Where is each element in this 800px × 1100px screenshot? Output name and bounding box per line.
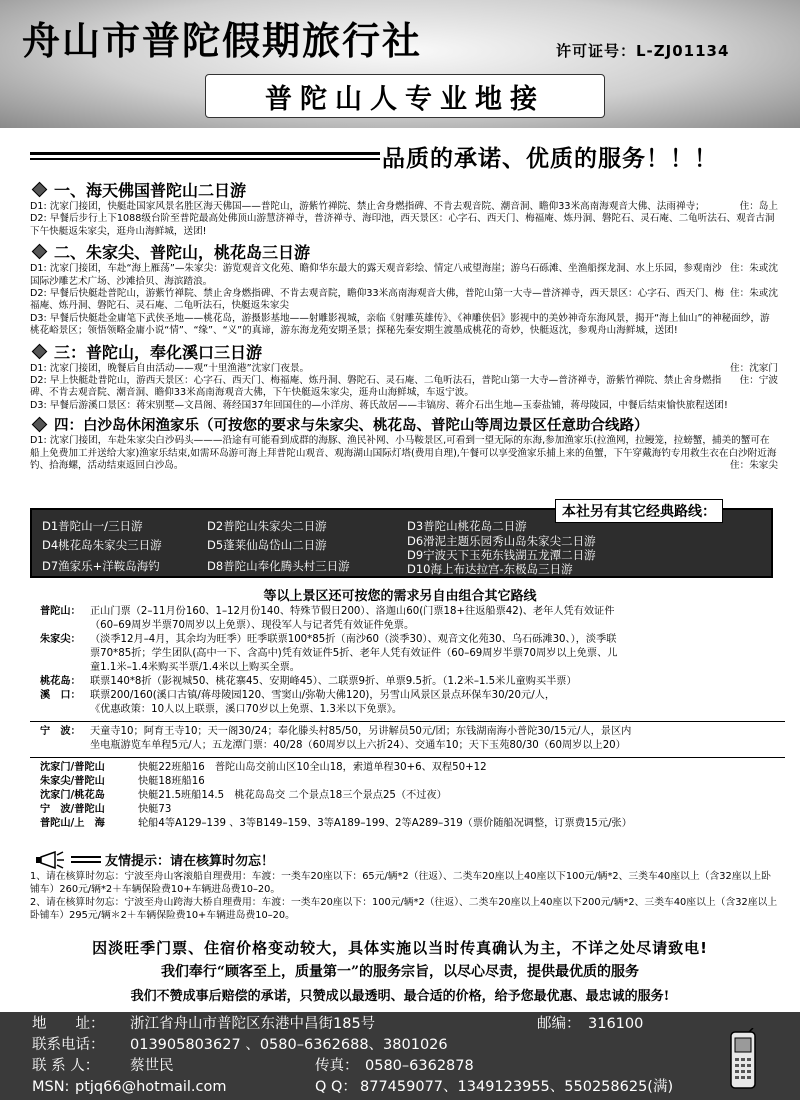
price-line: 坐电瓶游览车单程5元/人；五龙潭门票：40/28（60周岁以上六折24）、交通车10；天下玉苑80/30（60周岁以上20） [90, 740, 626, 751]
price-line: （60–69周岁半票70周岁以上免票）、现役军人与记者凭有效证件免票。 [90, 620, 415, 631]
route-day-text: D3: 早餐后游溪口景区：蒋宋别墅—文昌阁、蒋经国37年回国住的—小洋房、蒋氏故居——丰镐房、蒋介石出生地—玉泰盐铺，蒋母陵园，中餐后结束愉快旅程送团! [30, 399, 728, 411]
contact-footer [0, 1012, 800, 1100]
route-day-text: D1: 沈家门接团，快艇赴国家风景名胜区海天佛国——普陀山，游紫竹禅院、禁止舍身燃指碑、不肯去观音院、潮音洞、瞻仰33米高南海观音大佛、法雨禅寺； [30, 201, 705, 212]
transport-row [40, 803, 780, 817]
notice-line: 因淡旺季门票、住宿价格变动较大，具体实施以当时传真确认为主，不详之处尽请致电! [92, 939, 708, 957]
divider [30, 721, 785, 722]
classic-route-item: D4桃花岛朱家尖三日游 [42, 538, 162, 552]
route-day [30, 263, 778, 288]
tip-item: 2、请在核算时勿忘：宁波至舟山跨海大桥自理费用：车渡：一类车20座以下：100元/辆*2（往返）、二类车20座以上40座以下200元/辆*2、三类车40座以上（含32座以上卧铺车）295元/辆＊2＋车辆保险费10+车辆进岛费10–20。 [30, 897, 778, 921]
classic-route-item: D3普陀山桃花岛二日游 [407, 519, 527, 533]
fax-label: 传真： [315, 1058, 359, 1074]
price-text [90, 605, 614, 633]
classic-route-item: D7渔家乐+洋鞍岛海钓 [42, 559, 160, 573]
classic-route-item: D8普陀山奉化腾头村三日游 [207, 559, 350, 573]
notice-line: 我们奉行“顾客至上，质量第一”的服务宗旨，以尽心尽责，提供最优质的服务 [160, 964, 640, 980]
transport-label: 普陀山/上 海 [40, 818, 105, 829]
route-day-text: D1: 沈家门接团，晚餐后自由活动——观“十里渔港”沈家门夜景。 [30, 362, 310, 374]
license-number: 许可证号：L-ZJ01134 [556, 42, 730, 60]
promise-divider [30, 152, 380, 160]
price-row [40, 689, 780, 717]
price-line: 联票200/160(溪口古镇/蒋母陵园120、雪窦山/弥勒大佛120)，另雪山风景区景点环保车30/20元/人， [90, 690, 556, 701]
price-line: 《优惠政策：10人以上联票，溪口70岁以上免票、1.3米以下免票》。 [90, 704, 403, 715]
transport-label: 朱家尖/普陀山 [40, 776, 105, 787]
route-day-text: D1: 沈家门接团，车赴“海上雁荡”—朱家尖：游览观音文化苑、瞻仰华东最大的露天观音彩绘、情定八戒望海崖；游乌石砾滩、坐渔船探龙洞、水上乐园，参观南沙国际沙雕艺术广场、沙滩拾贝、海滨踏浪。 [30, 263, 722, 287]
price-line: 联票140*8折（影视城50、桃花寨45、安期峰45）、二联票9折、单票9.5折。（1.2米–1.5米儿童购买半票） [90, 676, 577, 687]
transport-text: 快艇21.5班船14.5 桃花岛岛交 二个景点18三个景点25（不过夜） [138, 790, 447, 801]
route-day-text: D2: 早餐后快艇赴普陀山，游紫竹禅院、禁止舍身燃指碑、不肯去观音院，瞻仰33米高南海观音大佛，普陀山第一大寺—普济禅寺，西天景区：心字石、西天门、梅福庵、炼丹洞、磐陀石、灵石庵、二龟听法石，快艇返朱家尖 [30, 288, 724, 312]
price-line: 天童寺10；阿育王寺10；天一阁30/24；奉化滕头村85/50，另讲解员50元/团；东钱湖南海小普陀30/15元/人，景区内 [90, 726, 632, 737]
person-label: 联 系 人： [32, 1058, 100, 1074]
diamond-bullet-icon [32, 244, 48, 260]
transport-row [40, 761, 780, 775]
route-list [30, 176, 778, 473]
header-banner [0, 0, 800, 128]
route-day [30, 400, 778, 412]
tips-list [30, 870, 778, 922]
tips-divider [71, 856, 101, 863]
classic-route-item: D5蓬莱仙岛岱山二日游 [207, 538, 327, 552]
megaphone-icon [35, 851, 65, 869]
route-day [30, 313, 778, 338]
transport-row [40, 817, 780, 831]
classic-route-item: D6滑泥主题乐园秀山岛朱家尖二日游 [407, 534, 596, 548]
transport-text: 快艇73 [138, 804, 172, 815]
route-title-text: 四：白沙岛休闲渔家乐（可按您的要求与朱家尖、桃花岛、普陀山等周边景区任意助合线路） [54, 418, 649, 435]
contact-person: 蔡世民 [130, 1058, 174, 1074]
route-title-text: 一、海天佛国普陀山二日游 [54, 181, 247, 200]
diamond-bullet-icon [32, 417, 48, 433]
route-day-text: D2: 早餐后步行上下1088级台阶至普陀最高处佛顶山游慧济禅寺，普济禅寺、海印池，西天景区：心字石、西天门、梅福庵、炼丹洞、磐陀石、灵石庵、二龟听法石、观音古洞下午快艇返朱家尖，逛舟山海鲜城，送团! [30, 213, 775, 237]
promise-slogan: 品质的承诺、优质的服务！！！ [382, 145, 718, 172]
route-title-text: 三：普陀山，奉化溪口三日游 [54, 342, 263, 362]
transport-label: 沈家门/普陀山 [40, 762, 105, 773]
tips-title: 友情提示：请在核算时勿忘！ [105, 854, 275, 869]
price-label: 普陀山： [40, 606, 81, 617]
notice-line: 我们不赞成事后赔偿的承诺，只赞成以最透明、最合适的价格，给予您最优惠、最忠诚的服务! [130, 989, 670, 1004]
route-stay: 住：岛上 [739, 201, 778, 212]
classic-route-item: D2普陀山朱家尖二日游 [207, 519, 327, 533]
price-row [40, 725, 780, 753]
route-title [30, 178, 778, 201]
tagline: 普陀山人专业地接 [205, 74, 605, 118]
tip-item: 1、请在核算时勿忘：宁波至舟山客滚船自理费用：车渡：一类车20座以下：65元/辆*2（往返）、二类车20座以上40座以下100元/辆*2、三类车40座以上（含32座以上卧铺车）260元/辆*2＋车辆保险费10+车辆进岛费10–20。 [30, 871, 771, 895]
transport-row [40, 775, 780, 789]
fax: 0580–6362878 [365, 1058, 474, 1074]
price-list [40, 605, 780, 831]
diamond-bullet-icon [32, 343, 48, 359]
route-title-text: 二、朱家尖、普陀山，桃花岛三日游 [54, 243, 311, 263]
route-stay: 住：沈家门 [730, 362, 778, 374]
price-text [90, 633, 618, 675]
qq-label: Q Q： [315, 1079, 357, 1095]
transport-text: 轮船4等A129–139 、3等B149–159、3等A189–199、2等A289–319（票价随船况调整，订票费15元/张） [138, 818, 632, 829]
price-line: （淡季12月–4月，其余均为旺季）旺季联票100*85折（南沙60（淡季30）、观音文化苑30、乌石砾滩30、），淡季联 [90, 634, 617, 645]
price-row [40, 605, 780, 633]
route-day-text: D1: 沈家门接团，车赴朱家尖白沙码头———沿途有可能看到成群的海豚、渔民补网、小马鞍景区,可看到一望无际的东海,参加渔家乐(拉渔网，拉鳗笼，拉螃蟹，捕美的蟹可在船上免费加工并送给大家)渔家乐结束,如需环岛游可海上拜普陀山观音、观海湖山国际灯塔(费用自理),午餐可以享受渔家乐捕上来的鱼蟹，下午穿戴海钓专用救生衣在白沙附近海钓、拾海螺，活动结束返回白沙岛。 [30, 435, 777, 472]
classic-route-item: D1普陀山一/三日游 [42, 519, 143, 533]
price-label: 桃花岛： [40, 676, 81, 687]
route-stay: 住：朱或沈 [730, 288, 778, 300]
classic-route-item: D9宁波天下玉苑东钱湖五龙潭二日游 [407, 548, 596, 562]
route-title [30, 240, 778, 263]
price-line: 童1.1米–1.4米购买半票/1.4米以上购买全票。 [90, 662, 300, 673]
phone: 013905803627 、0580–6362688、3801026 [130, 1037, 448, 1053]
price-label: 朱家尖： [40, 634, 81, 645]
price-label: 宁 波： [40, 726, 81, 737]
price-line: 正山门票（2–11月份160、1–12月份140、特殊节假日200）、洛迦山60(门票18+往返船票42)、老年人凭有效证件 [90, 606, 615, 617]
route-title [30, 414, 778, 435]
address-label: 地 址： [32, 1016, 105, 1032]
msn: ptjq66@hotmail.com [75, 1079, 227, 1095]
promise-row [30, 140, 775, 174]
mobile-phone-icon [727, 1028, 759, 1092]
route-stay: 住：朱家尖 [730, 460, 778, 472]
msn-label: MSN: [32, 1079, 70, 1095]
price-text [90, 725, 631, 753]
transport-label: 宁 波/普陀山 [40, 804, 105, 815]
agency-name: 舟山市普陀假期旅行社 [22, 19, 423, 63]
tips-heading [35, 850, 274, 869]
route-stay: 住：朱或沈 [730, 263, 778, 275]
qq: 877459077、1349123955、550258625(满) [360, 1079, 674, 1095]
price-row [40, 633, 780, 675]
price-line: 票70*85折；学生团队(高中一下、含高中)凭有效证件5折、老年人凭有效证件（60–69周岁半票70周岁以上免票、儿 [90, 648, 618, 659]
price-row [40, 675, 780, 689]
route-title [30, 340, 778, 363]
divider [30, 757, 785, 758]
address: 浙江省舟山市普陀区东港中昌街185号 [130, 1016, 376, 1032]
route-day [30, 363, 778, 375]
postcode-label: 邮编： [537, 1016, 581, 1032]
route-day [30, 435, 778, 472]
transport-text: 快艇18班船16 [138, 776, 205, 787]
postcode: 316100 [588, 1016, 644, 1032]
route-day-text: D2: 早上快艇赴普陀山，游西天景区：心字石、西天门、梅福庵、炼丹洞、磐陀石、灵石庵、二龟听法石，普陀山第一大寺—普济禅寺，游紫竹禅院、禁止舍身燃指碑、不肯去观音院、潮音洞、瞻仰33米高南海观音大佛，下午快艇返朱家尖，逛舟山海鲜城，车返宁波。 [30, 375, 722, 399]
route-stay: 住：宁波 [739, 375, 778, 387]
other-routes-label: 本社另有其它经典路线： [555, 499, 723, 523]
route-day [30, 201, 778, 213]
phone-label: 联系电话： [32, 1037, 105, 1053]
route-day [30, 213, 778, 238]
route-day-text: D3: 早餐后快艇赴金庸笔下武侠圣地——桃花岛，游摄影基地——射雕影视城，亲临《射雕英雄传》、《神雕侠侣》影视中的美妙神奇东海风景，揭开“海上仙山”的神秘面纱，游桃花峪景区；领悟领略金庸小说“情”、“缘”、“义”的真谛，游东海龙苑安期圣景；探秘先秦安期生渡墨成桃花的奇妙，快艇返沈，参观舟山海鲜城，送团! [30, 312, 770, 337]
diamond-bullet-icon [32, 182, 48, 198]
price-label: 溪 口： [40, 690, 81, 701]
transport-label: 沈家门/桃花岛 [40, 790, 105, 801]
route-day [30, 375, 778, 400]
price-text [90, 675, 577, 689]
transport-row [40, 789, 780, 803]
combo-title: 等以上景区还可按您的需求另自由组合其它路线 [263, 589, 537, 604]
price-text [90, 689, 555, 717]
classic-route-item: D10海上布达拉宫-东极岛三日游 [407, 562, 573, 576]
route-day [30, 288, 778, 313]
transport-text: 快艇22班船16 普陀山岛交前山区10全山18，索道单程30+6、双程50+12 [138, 762, 487, 773]
